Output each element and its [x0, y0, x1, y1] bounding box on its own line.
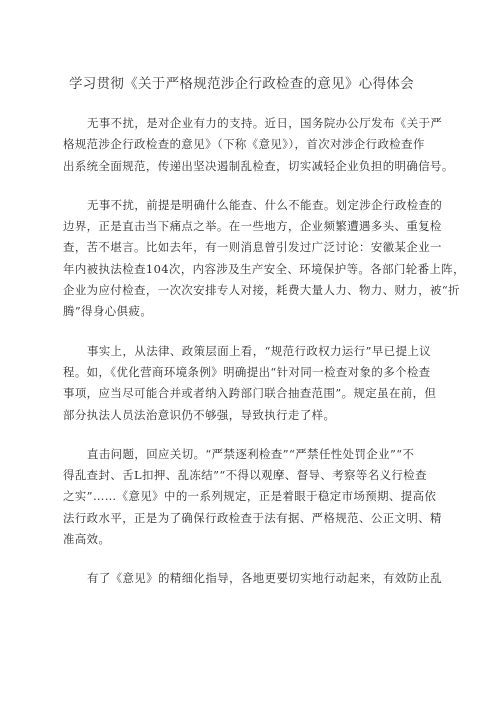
paragraph-line: 查，苦不堪言。比如去年，有一则消息曾引发过广泛讨论：安徽某企业一 — [63, 240, 442, 255]
paragraph-line: 法行政水平，正是为了确保行政检查于法有据、严格规范、公正文明、精 — [63, 510, 442, 525]
paragraph-line: 边界，正是直击当下痛点之举。在一些地方，企业频繁遭遇多头、重复检 — [63, 219, 442, 234]
paragraph-line: 无事不扰，是对企业有力的支持。近日，国务院办公厅发布《关于严 — [87, 116, 443, 130]
document-body — [63, 113, 465, 608]
paragraph-line: 直击问题，回应关切。“严禁逐利检查”“严禁任性处罚企业”“不 — [87, 446, 415, 461]
paragraph-line: 格规范涉企行政检查的意见》（下称《意见》），首次对涉企行政检查作 — [63, 137, 425, 152]
document-title: 学习贯彻《关于严格规范涉企行政检查的意见》心得体会 — [69, 76, 414, 92]
paragraph-1 — [63, 113, 454, 177]
paragraph-line: 得乱查封、舌L扣押、乱冻结”“不得以观摩、督导、考察等名义行检查 — [63, 468, 427, 483]
paragraph-line: 有了《意见》的精细化指导，各地更要切实地行动起来，有效防止乱 — [87, 571, 443, 586]
paragraph-3 — [63, 341, 437, 426]
paragraph-4 — [63, 444, 442, 550]
paragraph-line: 事项，应当尽可能合并或者纳入跨部门联合抽查范围”。规定虽在前，但 — [63, 386, 437, 401]
paragraph-line: 程。如，《优化营商环境条例》明确提出“针对同一检查对象的多个检查 — [63, 364, 431, 379]
paragraph-line: 出系统全面规范，传递出坚决遏制乱检查，切实减轻企业负担的明确信号。 — [63, 158, 454, 173]
paragraph-line: 之实”……《意见》中的一系列规定，正是着眼于稳定市场预期、提高依 — [63, 489, 437, 504]
paragraph-line: 准高效。 — [63, 532, 111, 547]
paragraph-5 — [63, 568, 443, 589]
paragraph-line: 部分执法人员法治意识仍不够强，导致执行走了样。 — [63, 407, 336, 422]
paragraph-line: 腾”得身心俱疲。 — [63, 304, 153, 319]
paragraph-line: 无事不扰，前提是明确什么能查、什么不能查。划定涉企行政检查的 — [87, 197, 443, 212]
paragraph-line: 年内被执法检查104次，内容涉及生产安全、环境保护等。各部门轮番上阵， — [63, 261, 465, 276]
paragraph-line: 事实上，从法律、政策层面上看，“规范行政权力运行”早已提上议 — [87, 343, 432, 358]
paragraph-line: 企业为应付检查，一次次安排专人对接，耗费大量人力、物力、财力，被“折 — [63, 283, 461, 298]
paragraph-2 — [63, 195, 465, 323]
